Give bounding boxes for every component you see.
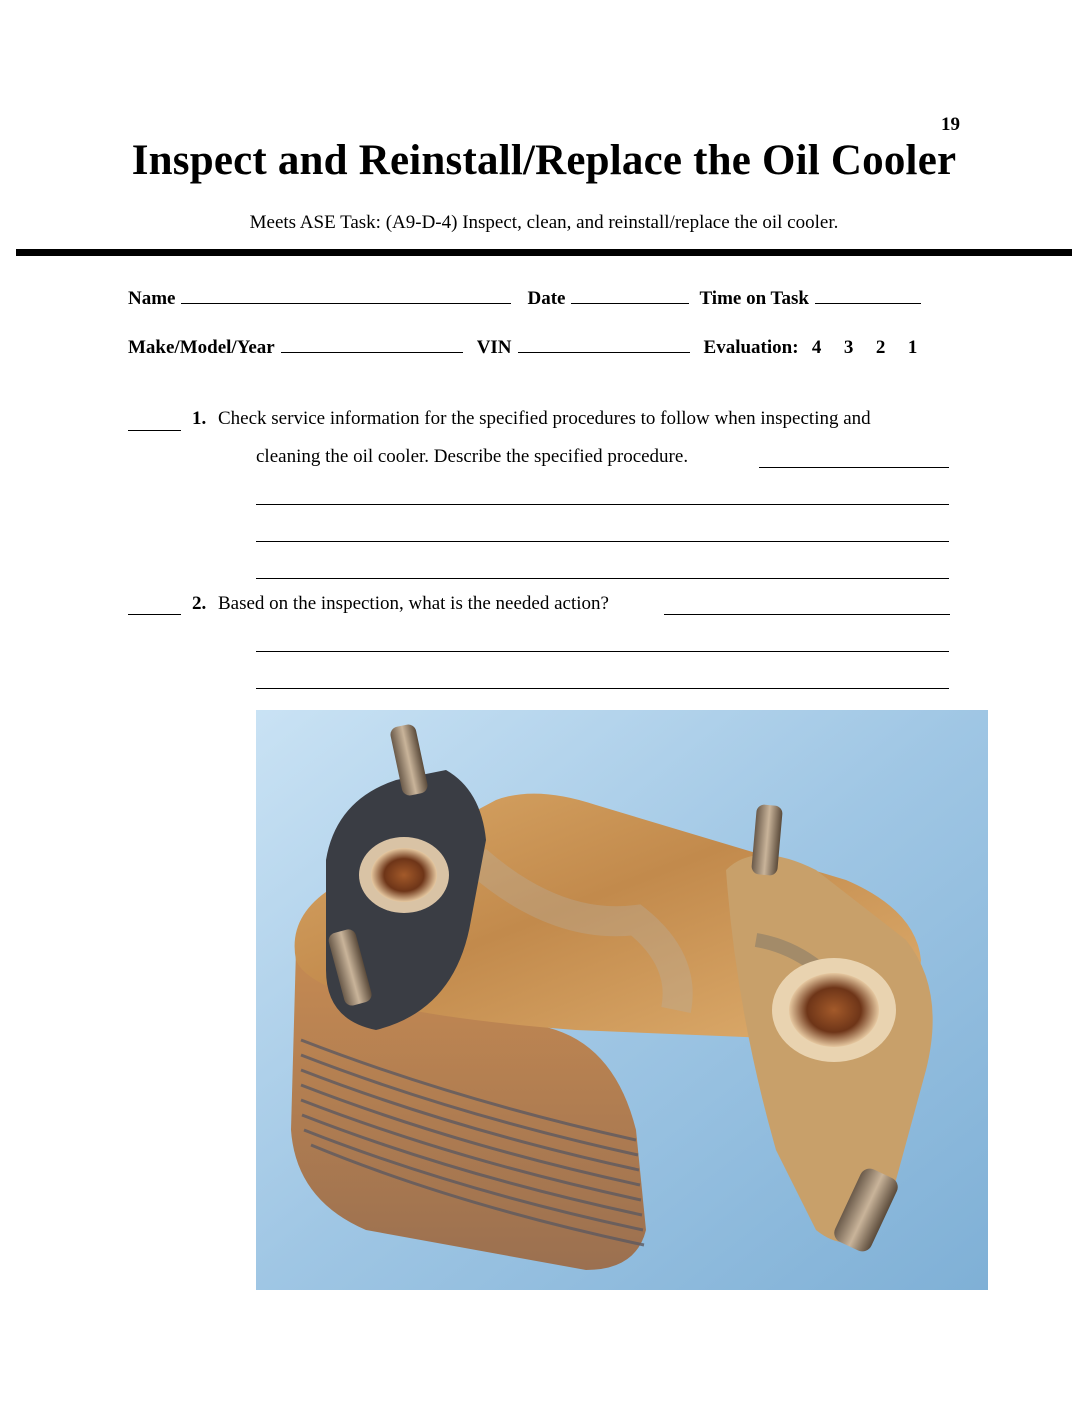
q2-text-line1: Based on the inspection, what is the needed action?: [218, 593, 609, 614]
evaluation-score-3[interactable]: 3: [843, 337, 854, 358]
q1-text-line1: Check service information for the specified procedures to follow when inspecting and: [218, 408, 871, 429]
header-divider: [16, 249, 1072, 256]
q2-answer-line[interactable]: [256, 651, 949, 652]
time-on-task-label: Time on Task: [699, 288, 809, 309]
q2-number: 2.: [192, 593, 207, 614]
date-field[interactable]: [571, 285, 689, 304]
q2-answer-line[interactable]: [664, 614, 950, 615]
info-row-2: [128, 334, 958, 359]
q1-text-line2: cleaning the oil cooler. Describe the specified procedure.: [256, 446, 689, 467]
make-model-year-field[interactable]: [281, 334, 463, 353]
evaluation-scores: [801, 337, 929, 359]
q1-answer-line[interactable]: [256, 541, 949, 542]
q1-number: 1.: [192, 408, 207, 429]
q1-answer-line[interactable]: [256, 578, 949, 579]
evaluation-score-1[interactable]: 1: [907, 337, 918, 358]
evaluation-score-4[interactable]: 4: [811, 337, 822, 358]
evaluation-score-2[interactable]: 2: [875, 337, 886, 358]
date-label: Date: [527, 288, 566, 309]
vin-label: VIN: [476, 337, 512, 358]
oil-cooler-photo: [256, 710, 988, 1290]
q1-answer-line[interactable]: [256, 504, 949, 505]
q1-check-blank[interactable]: [128, 430, 181, 431]
time-on-task-field[interactable]: [815, 285, 921, 304]
name-label: Name: [128, 288, 176, 309]
page-number: 19: [941, 114, 960, 135]
ase-task-subtitle: Meets ASE Task: (A9-D-4) Inspect, clean, and reinstall/replace the oil cooler.: [249, 212, 839, 233]
name-field[interactable]: [181, 285, 511, 304]
make-model-year-label: Make/Model/Year: [128, 337, 275, 358]
q2-check-blank[interactable]: [128, 614, 181, 615]
page-title: Inspect and Reinstall/Replace the Oil Cooler: [131, 137, 957, 184]
info-row-1: [128, 285, 958, 310]
q2-answer-line[interactable]: [256, 688, 949, 689]
vin-field[interactable]: [518, 334, 690, 353]
evaluation-label: Evaluation:: [703, 337, 799, 358]
q1-answer-line[interactable]: [759, 467, 949, 468]
